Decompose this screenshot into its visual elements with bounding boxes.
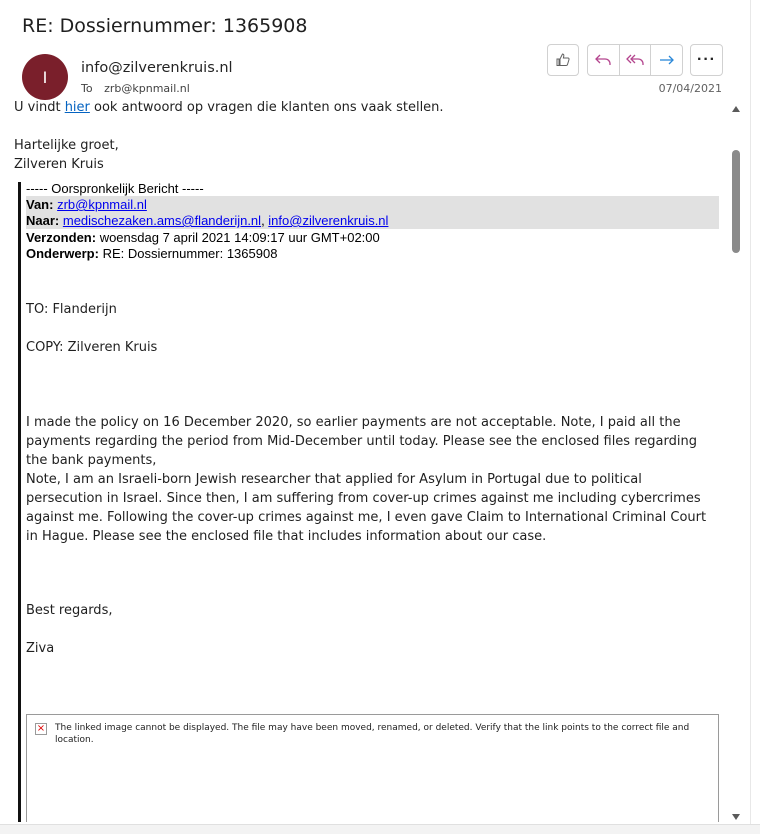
avatar[interactable] (22, 54, 68, 100)
sender-name: Ziva (26, 641, 55, 656)
naar-link-1[interactable]: medischezaken.ams@flanderijn.nl (62, 213, 262, 228)
to-label: To (81, 82, 93, 95)
copy-line: COPY: Zilveren Kruis (26, 340, 158, 355)
scroll-thumb[interactable] (732, 150, 740, 253)
received-date: 07/04/2021 (658, 82, 722, 95)
scroll-down-arrow-icon[interactable] (732, 814, 740, 820)
more-actions-button[interactable] (690, 44, 723, 76)
intro-suffix: ook antwoord op vragen die klanten ons vaak stellen. (89, 100, 444, 115)
intro-prefix: U vindt (14, 100, 65, 115)
naar-separator: , (261, 213, 269, 228)
recipient-address[interactable]: zrb@kpnmail.nl (104, 82, 190, 95)
reply-actions-group (587, 44, 683, 76)
verzonden-value: woensdag 7 april 2021 14:09:17 uur GMT+02:00 (96, 230, 380, 245)
original-message-divider: ----- Oorspronkelijk Bericht ----- (26, 181, 204, 196)
onderwerp-row (26, 246, 277, 261)
avatar-initial: I (42, 67, 48, 87)
broken-image-placeholder (26, 714, 719, 822)
sender-address[interactable]: info@zilverenkruis.nl (81, 60, 233, 76)
vertical-scrollbar[interactable] (730, 106, 742, 822)
van-label: Van: (26, 197, 54, 212)
reply-button[interactable] (588, 45, 620, 75)
van-row (26, 197, 147, 212)
status-bar (0, 824, 760, 834)
paragraph-policy: I made the policy on 16 December 2020, so earlier payments are not acceptable. Note, I paid all the payments regarding the period from Mid-December until today. Please see the enclosed files regarding the bank payments, (26, 415, 697, 468)
naar-row (26, 213, 388, 228)
forward-icon (658, 52, 676, 68)
naar-link-2[interactable]: info@zilverenkruis.nl (268, 213, 389, 228)
intro-line (14, 100, 444, 115)
verzonden-row (26, 230, 380, 245)
broken-image-message: The linked image cannot be displayed. The file may have been moved, renamed, or deleted. Verify that the link points to the correct file and location. (55, 723, 690, 745)
recipient-line (81, 82, 190, 95)
like-button[interactable] (547, 44, 579, 76)
naar-label: Naar: (26, 213, 60, 228)
faq-link[interactable]: hier (64, 100, 90, 115)
paragraph-background: Note, I am an Israeli-born Jewish researcher that applied for Asylum in Portugal due to political persecution in Israel. Since then, I am suffering from cover-up crimes against me including cybercrimes against me. Following the cover-up crimes against me, I even gave Claim to International Criminal Court in Hague. Please see the enclosed file that includes information about our case. (26, 472, 707, 544)
onderwerp-label: Onderwerp: (26, 246, 99, 261)
signature: Zilveren Kruis (14, 157, 104, 172)
quote-bar (18, 182, 21, 822)
email-subject: RE: Dossiernummer: 1365908 (22, 15, 308, 37)
greeting: Hartelijke groet, (14, 138, 119, 153)
onderwerp-value: RE: Dossiernummer: 1365908 (98, 246, 278, 261)
thumbs-up-icon (555, 52, 571, 68)
broken-image-icon: × (36, 723, 46, 734)
reply-all-button[interactable] (620, 45, 652, 75)
van-link[interactable]: zrb@kpnmail.nl (57, 197, 147, 212)
closing: Best regards, (26, 603, 113, 618)
to-line: TO: Flanderijn (26, 302, 117, 317)
reply-icon (594, 52, 612, 68)
verzonden-label: Verzonden: (26, 230, 97, 245)
scroll-up-arrow-icon[interactable] (732, 106, 740, 112)
forward-button[interactable] (651, 45, 682, 75)
window-edge (750, 0, 760, 834)
message-body (0, 98, 730, 822)
more-icon: ··· (697, 51, 716, 68)
reply-all-icon (626, 52, 644, 68)
